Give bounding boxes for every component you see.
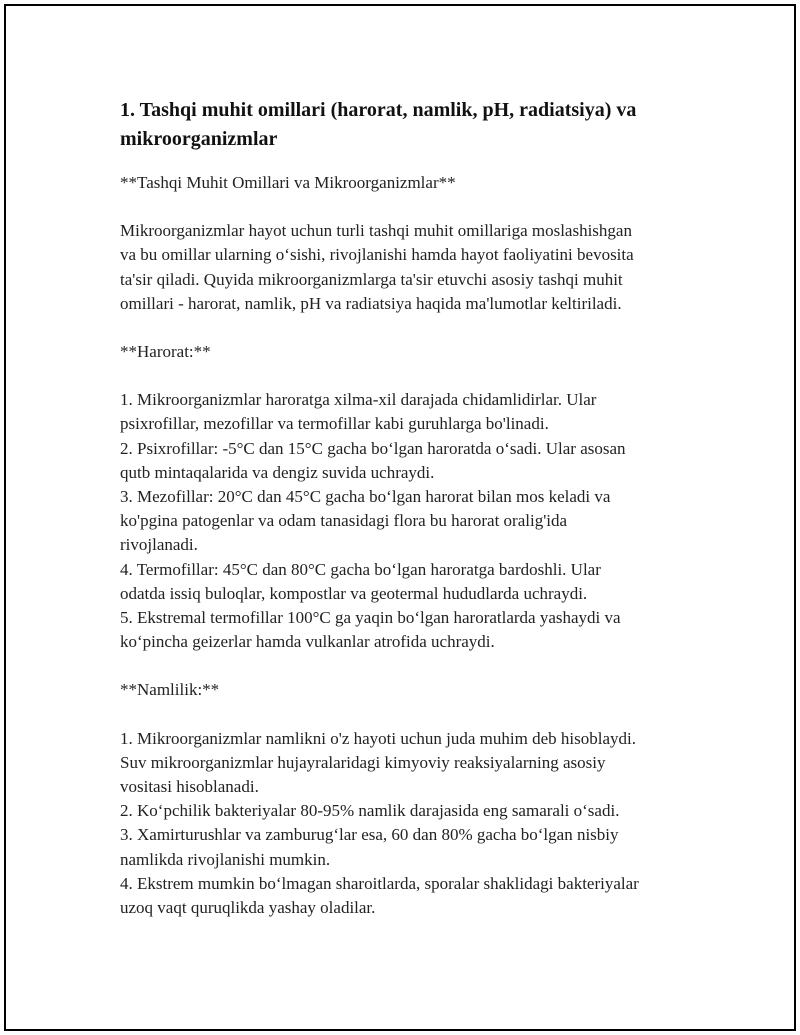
intro-paragraph: Mikroorganizmlar hayot uchun turli tashqi muhit omillariga moslashishgan va bu omillar ularning o‘sishi, rivojlanishi hamda hayot faoliyatini bevosita ta'sir qiladi. Quyida mikroorganizmlarga ta'sir etuvchi asosiy tashqi muhit omillari - harorat, namlik, pH va radiatsiya haqida ma'lumotlar keltiriladi. <box>120 221 634 313</box>
list-item: 3. Xamirturushlar va zamburug‘lar esa, 60 dan 80% gacha bo‘lgan nisbiy namlikda rivojlanishi mumkin. <box>120 825 619 869</box>
document-body <box>120 96 700 920</box>
document-title: 1. Tashqi muhit omillari (harorat, namlik, pH, radiatsiya) va mikroorganizmlar <box>120 99 637 150</box>
list-item: 4. Ekstrem mumkin bo‘lmagan sharoitlarda, sporalar shaklidagi bakteriyalar uzoq vaqt quruqlikda yashay oladilar. <box>120 873 639 918</box>
harorat-list <box>120 388 700 654</box>
list-item: 1. Mikroorganizmlar haroratga xilma-xil darajada chidamlidirlar. Ular psixrofillar, mezofillar va termofillar kabi guruhlarga bo'linadi. <box>120 390 597 434</box>
spacer <box>120 316 700 340</box>
section-heading-harorat: **Harorat:** <box>120 342 211 362</box>
spacer <box>120 654 700 678</box>
spacer <box>120 195 700 219</box>
list-item: 2. Ko‘pchilik bakteriyalar 80-95% namlik darajasida eng samarali o‘sadi. <box>120 801 620 821</box>
document-subtitle: **Tashqi Muhit Omillari va Mikroorganizmlar** <box>120 173 456 192</box>
list-item: 4. Termofillar: 45°C dan 80°C gacha bo‘lgan haroratga bardoshli. Ular odatda issiq buloqlar, kompostlar va geotermal hududlarda uchraydi. <box>120 559 601 603</box>
list-item: 3. Mezofillar: 20°C dan 45°C gacha bo‘lgan harorat bilan mos keladi va ko'pgina patogenlar va odam tanasidagi flora bu harorat oralig'ida rivojlanadi. <box>120 487 611 555</box>
namlilik-list <box>120 727 700 921</box>
page-frame <box>4 4 796 1031</box>
spacer <box>120 364 700 388</box>
spacer <box>120 703 700 727</box>
section-heading-namlilik: **Namlilik:** <box>120 680 220 700</box>
list-item: 1. Mikroorganizmlar namlikni o'z hayoti uchun juda muhim deb hisoblaydi. Suv mikroorganizmlar hujayralaridagi kimyoviy reaksiyalarning asosiy vositasi hisoblanadi. <box>120 728 636 797</box>
list-item: 2. Psixrofillar: -5°C dan 15°C gacha bo‘lgan haroratda o‘sadi. Ular asosan qutb mintaqalarida va dengiz suvida uchraydi. <box>120 438 626 482</box>
list-item: 5. Ekstremal termofillar 100°C ga yaqin bo‘lgan haroratlarda yashaydi va ko‘pincha geizerlar hamda vulkanlar atrofida uchraydi. <box>120 608 621 652</box>
